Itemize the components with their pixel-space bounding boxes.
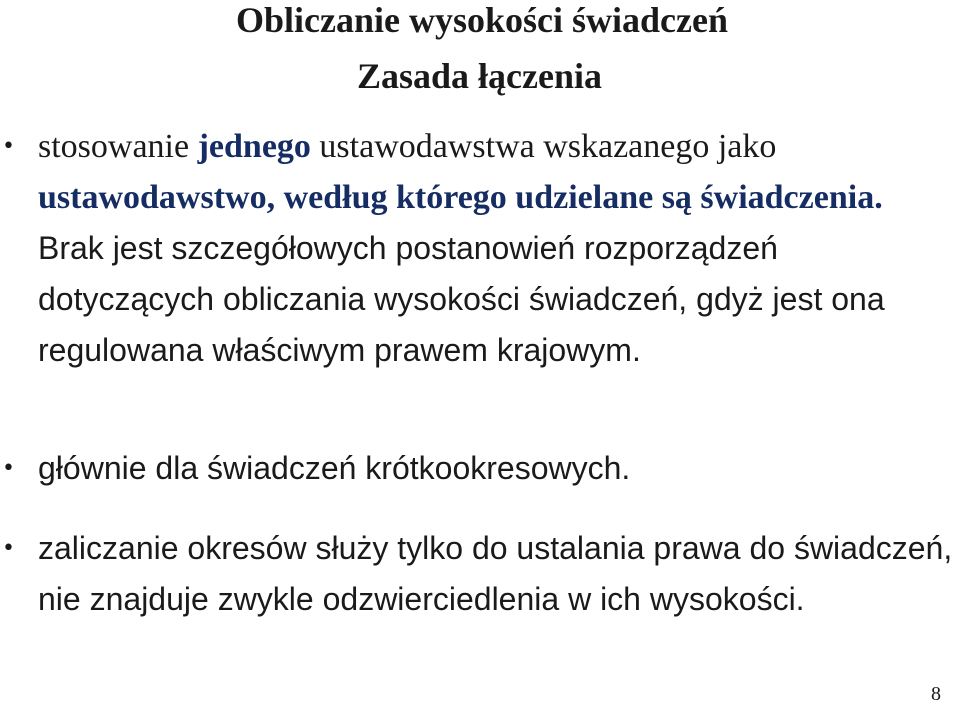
bullet-item-2 (2, 443, 953, 494)
bullet-item-3 (2, 523, 953, 625)
bullet-marker: • (2, 536, 15, 561)
bullet-1-emphasis-legislation: ustawodawstwo, według którego udzielane są świadczenia. (38, 179, 883, 216)
bullet-text-2: głównie dla świadczeń krótkookresowych. (38, 450, 631, 486)
slide-title: Obliczanie wysokości świadczeń (236, 0, 728, 40)
bullet-1-emphasis-single: jednego (197, 128, 311, 165)
bullet-1-segment-3: ustawodawstwa wskazanego jako (310, 128, 777, 165)
bullet-marker: • (2, 134, 15, 159)
page-number: 8 (931, 683, 941, 705)
bullet-1-segment-1: stosowanie (38, 128, 198, 165)
bullet-text-3: zaliczanie okresów służy tylko do ustalania prawa do świadczeń, nie znajduje zwykle odzwierciedlenia w ich wysokości. (38, 530, 953, 617)
bullet-1-segment-5: Brak jest szczegółowych postanowień rozporządzeń dotyczących obliczania wysokości świadczeń, gdyż jest ona regulowana właściwym prawem krajowym. (38, 230, 885, 368)
bullet-text-1 (38, 121, 953, 376)
slide-subtitle: Zasada łączenia (356, 56, 602, 96)
bullet-item-1 (2, 121, 953, 376)
bullet-marker: • (2, 456, 15, 481)
